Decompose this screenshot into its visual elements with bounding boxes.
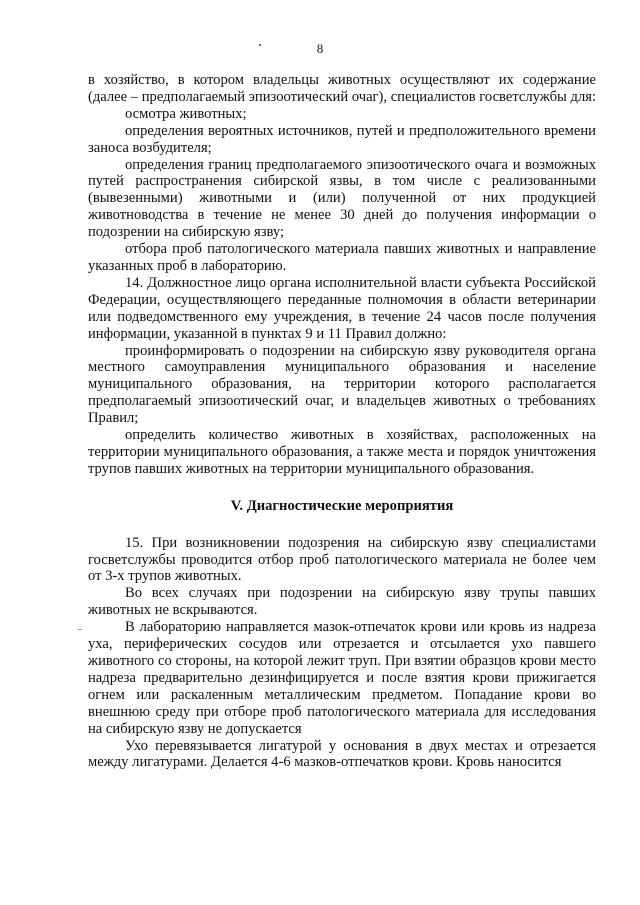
paragraph: 14. Должностное лицо органа исполнительной власти субъекта Российской Федерации, осуществляющего переданные полномочия в области ветеринарии или подведомственного ему учреждения, в течение 24 часов после получения информации, указанной в пунктах 9 и 11 Правил должно: [88, 274, 596, 342]
scan-mark: ⁻ [77, 626, 83, 638]
page-number: 8 [316, 41, 324, 56]
paragraph: В лабораторию направляется мазок-отпечаток крови или кровь из надреза уха, периферических сосудов или отрезается и отсылается ухо павшего животного со стороны, на которой лежит труп. При взятии образцов крови место надреза предварительно дезинфицируется и после взятия крови прижигается огнем или раскаленным металлическим предметом. Попадание крови во внешнюю среду при отборе проб патологического материала для исследования на сибирскую язву не допускается [88, 619, 596, 737]
paragraph: определения вероятных источников, путей и предположительного времени заноса возбудителя; [88, 122, 596, 156]
paragraph: 15. При возникновении подозрения на сибирскую язву специалистами госветслужбы проводится отбор проб патологического материала не более чем от 3-х трупов животных. [88, 534, 596, 585]
section-heading: V. Диагностические мероприятия [230, 497, 454, 514]
paragraph: проинформировать о подозрении на сибирскую язву руководителя органа местного самоуправления муниципального образования и население муниципального образования, на территории которого располагается предполагаемый эпизоотический очаг, и владельцев животных о требованиях Правил; [88, 342, 596, 427]
paragraph: Во всех случаях при подозрении на сибирскую язву трупы павших животных не вскрываются. [88, 585, 596, 619]
paragraph: осмотра животных; [125, 105, 247, 122]
paragraph: в хозяйство, в котором владельцы животных осуществляют их содержание (далее – предполагаемый эпизоотический очаг), специалистов госветслужбы для: [88, 72, 596, 105]
paragraph: определить количество животных в хозяйствах, расположенных на территории муниципального образования, а также места и порядок уничтожения трупов павших животных на территории муниципального образования. [88, 427, 596, 477]
document-body [88, 72, 596, 771]
paragraph: Ухо перевязывается лигатурой у основания в двух местах и отрезается между лигатурами. Делается 4-6 мазков-отпечатков крови. Кровь наносится [88, 737, 596, 771]
paragraph: определения границ предполагаемого эпизоотического очага и возможных путей распространения сибирской язвы, в том числе с реализованными (вывезенными) животными и (или) полученной от них продукцией животноводства в течение не менее 30 дней до получения информации о подозрении на сибирскую язву; [88, 156, 596, 241]
paragraph: отбора проб патологического материала павших животных и направление указанных проб в лабораторию. [88, 241, 596, 274]
